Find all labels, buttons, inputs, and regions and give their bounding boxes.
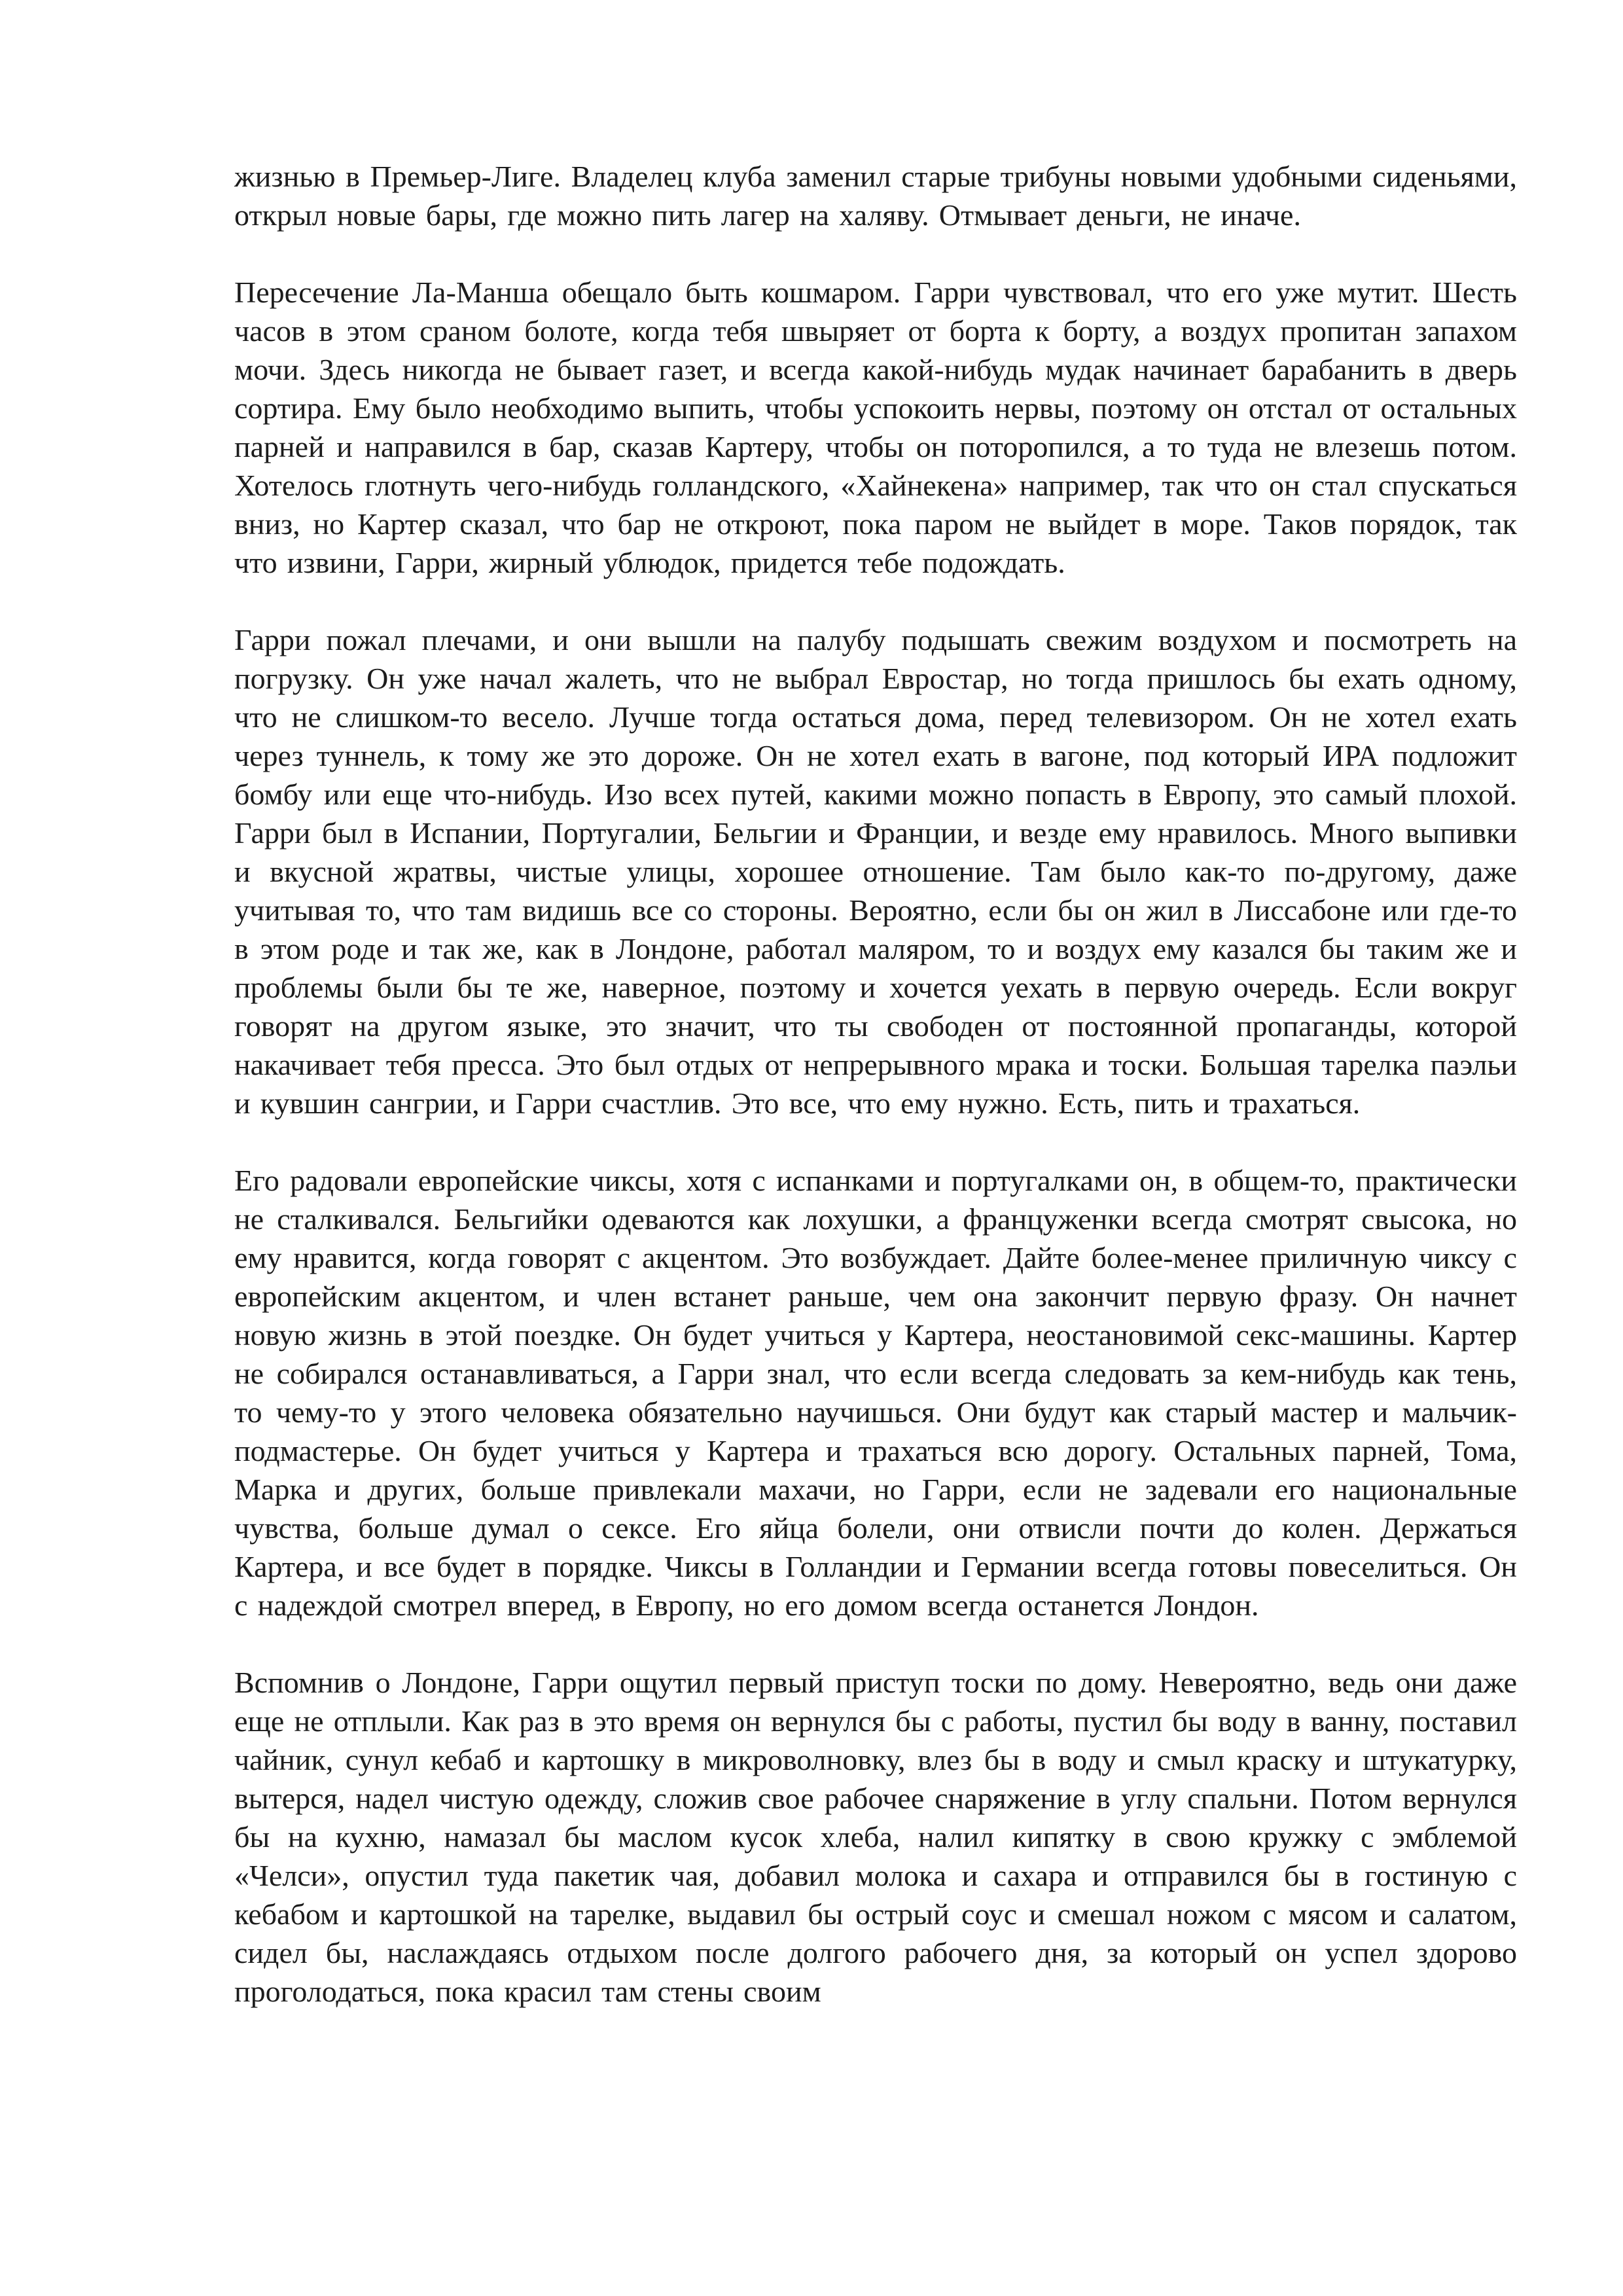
paragraph: жизнью в Премьер-Лиге. Владелец клуба заменил старые трибуны новыми удобными сиденьями, открыл новые бары, где можно пить лагер на халяву. Отмывает деньги, не иначе. (234, 160, 1517, 232)
paragraph: Вспомнив о Лондоне, Гарри ощутил первый приступ тоски по дому. Невероятно, ведь они даже еще не отплыли. Как раз в это время он вернулся бы с работы, пустил бы воду в ванну, поставил чайник, сунул кебаб и картошку в микроволновку, влез бы в воду и смыл краску и штукатурку, вытерся, надел чистую одежду, сложив свое рабочее снаряжение в углу спальни. Потом вернулся бы на кухню, намазал бы маслом кусок хлеба, налил кипятку в свою кружку с эмблемой «Челси», опустил туда пакетик чая, добавил молока и сахара и отправился бы в гостиную с кебабом и картошкой на тарелке, выдавил бы острый соус и смешал ножом с мясом и салатом, сидел бы, наслаждаясь отдыхом после долгого рабочего дня, за который он успел здорово проголодаться, пока красил там стены своим (234, 1666, 1517, 2008)
paragraph: Пересечение Ла-Манша обещало быть кошмаром. Гарри чувствовал, что его уже мутит. Шесть часов в этом сраном болоте, когда тебя швыряет от борта к борту, а воздух пропитан запахом мочи. Здесь никогда не бывает газет, и всегда какой-нибудь мудак начинает барабанить в дверь сортира. Ему было необходимо выпить, чтобы успокоить нервы, поэтому он отстал от остальных парней и направился в бар, сказав Картеру, чтобы он поторопился, а то туда не влезешь потом. Хотелось глотнуть чего-нибудь голландского, «Хайнекена» например, так что он стал спускаться вниз, но Картер сказал, что бар не откроют, пока паром не выйдет в море. Таков порядок, так что извини, Гарри, жирный ублюдок, придется тебе подождать. (234, 276, 1517, 579)
paragraph: Его радовали европейские чиксы, хотя с испанками и португалками он, в общем-то, практически не сталкивался. Бельгийки одеваются как лохушки, а француженки всегда смотрят свысока, но ему нравится, когда говорят с акцентом. Это возбуждает. Дайте более-менее приличную чиксу с европейским акцентом, и член встанет раньше, чем она закончит первую фразу. Он начнет новую жизнь в этой поездке. Он будет учиться у Картера, неостановимой секс-машины. Картер не собирался останавливаться, а Гарри знал, что если всегда следовать за кем-нибудь как тень, то чему-то у этого человека обязательно научишься. Они будут как старый мастер и мальчик-подмастерье. Он будет учиться у Картера и трахаться всю дорогу. Остальных парней, Тома, Марка и других, больше привлекали махачи, но Гарри, если не задевали его национальные чувства, больше думал о сексе. Его яйца болели, они отвисли почти до колен. Держаться Картера, и все будет в порядке. Чиксы в Голландии и Германии всегда готовы повеселиться. Он с надеждой смотрел вперед, в Европу, но его домом всегда останется Лондон. (234, 1164, 1517, 1622)
text-block (234, 157, 1517, 2011)
paragraph: Гарри пожал плечами, и они вышли на палубу подышать свежим воздухом и посмотреть на погрузку. Он уже начал жалеть, что не выбрал Евростар, но тогда пришлось бы ехать одному, что не слишком-то весело. Лучше тогда остаться дома, перед телевизором. Он не хотел ехать через туннель, к тому же это дороже. Он не хотел ехать в вагоне, под который ИРА подложит бомбу или еще что-нибудь. Изо всех путей, какими можно попасть в Европу, это самый плохой. Гарри был в Испании, Португалии, Бельгии и Франции, и везде ему нравилось. Много выпивки и вкусной жратвы, чистые улицы, хорошее отношение. Там было как-то по-другому, даже учитывая то, что там видишь все со стороны. Вероятно, если бы он жил в Лиссабоне или где-то в этом роде и так же, как в Лондоне, работал маляром, то и воздух ему казался бы таким же и проблемы были бы те же, наверное, поэтому и хочется уехать в первую очередь. Если вокруг говорят на другом языке, это значит, что ты свободен от постоянной пропаганды, которой накачивает тебя пресса. Это был отдых от непрерывного мрака и тоски. Большая тарелка паэльи и кувшин сангрии, и Гарри счастлив. Это все, что ему нужно. Есть, пить и трахаться. (234, 623, 1517, 1120)
